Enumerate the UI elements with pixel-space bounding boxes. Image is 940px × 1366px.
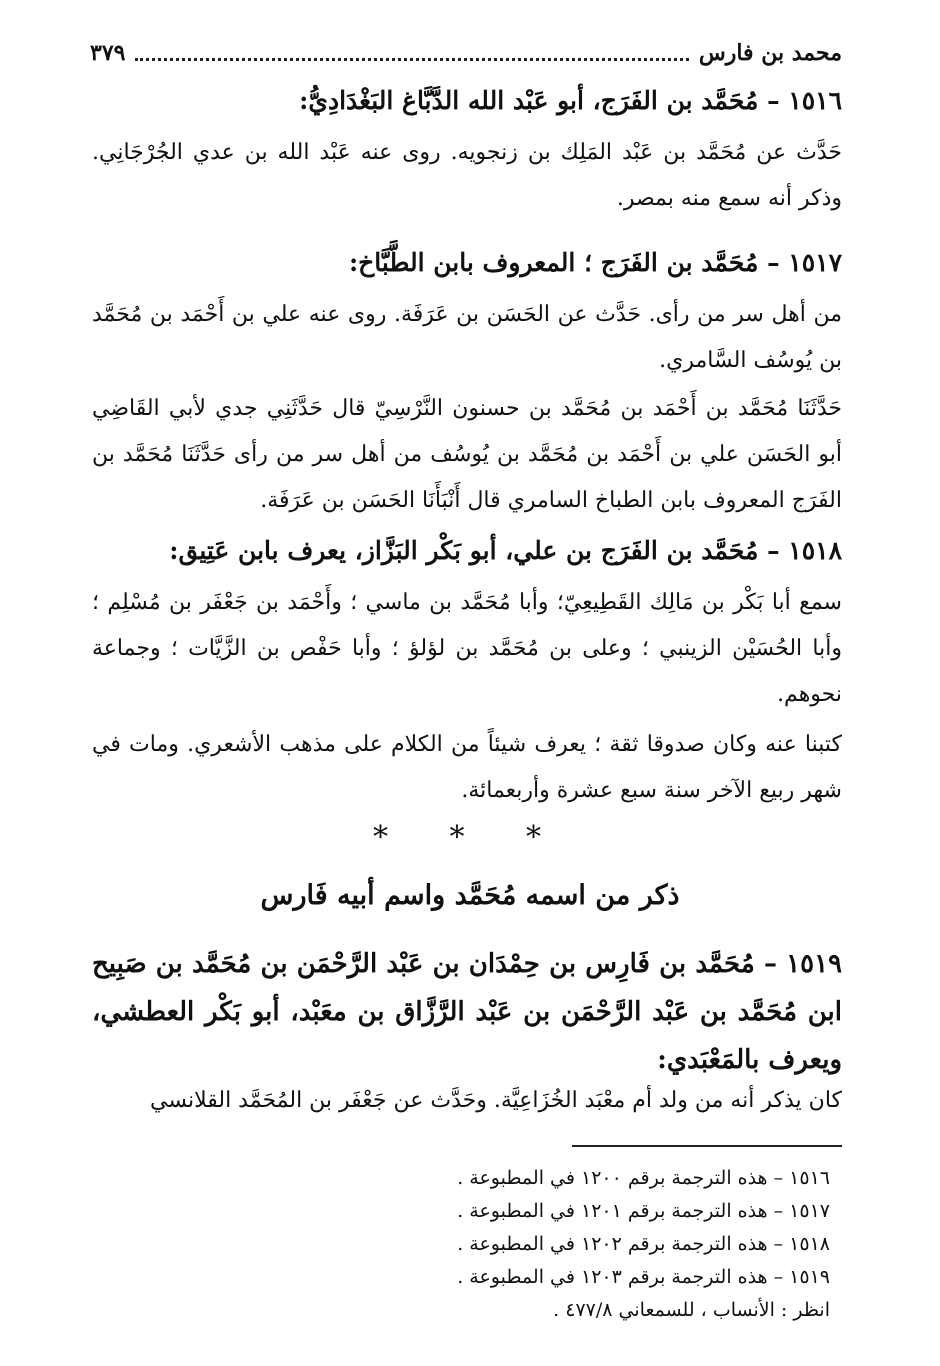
entry-paragraph-1519: كان يذكر أنه من ولد أم معْبَد الخُزَاعِيَّة. وحَدَّث عن جَعْفَر بن المُحَمَّد القلانسي [150,1088,842,1113]
page-number: ٣٧٩ [90,40,126,66]
footnotes [300,1162,830,1327]
footnote-1519: ١٥١٩ – هذه الترجمة برقم ١٢٠٣ في المطبوعة . [457,1266,830,1288]
header-dot-leader [135,46,688,61]
entry-paragraph-1516: حَدَّث عن مُحَمَّد بن عَبْد المَلِك بن زنجويه. روى عنه عَبْد الله بن عدي الجُرْجَانِي. وذكر أنه سمع منه بمصر. [92,140,842,211]
section-title: ذكر من اسمه مُحَمَّد واسم أبيه فَارس [260,880,680,911]
footnote-1518: ١٥١٨ – هذه الترجمة برقم ١٢٠٢ في المطبوعة . [457,1233,830,1255]
entry-paragraph-1517-b: حَدَّثَنَا مُحَمَّد بن أَحْمَد بن مُحَمَّد بن حسنون النَّرْسِيّ قال حَدَّثَنِي جدي لأبي القَاضِي أبو الحَسَن علي بن أَحْمَد بن مُحَمَّد بن يُوسُف من أهل سر من رأى حَدَّثَنَا مُحَمَّد بن الفَرَج المعروف بابن الطباخ السامري قال أَنْبَأَنَا الحَسَن بن عَرَفَة. [92,396,842,513]
entry-heading-1516: ١٥١٦ – مُحَمَّد بن الفَرَج، أبو عَبْد الله الدَّبَّاغ البَغْدَادِيُّ: [299,86,842,115]
footnote-rule [572,1145,842,1147]
footnote-1517: ١٥١٧ – هذه الترجمة برقم ١٢٠١ في المطبوعة . [457,1200,830,1222]
entry-heading-1518: ١٥١٨ – مُحَمَّد بن الفَرَج بن علي، أبو بَكْر البَزَّاز، يعرف بابن عَتِيق: [169,536,842,565]
entry-paragraph-1518-a: سمع أبا بَكْر بن مَالِك القَطِيعِيّ؛ وأبا مُحَمَّد بن ماسي ؛ وأَحْمَد بن جَعْفَر بن مُسْلِم ؛ وأبا الحُسَيْن الزينبي ؛ وعلى بن مُحَمَّد بن لؤلؤ ؛ وأبا حَفْص بن الزَّيَّات ؛ وجماعة نحوهم. [92,590,842,707]
entry-paragraph-1518-b: كتبنا عنه وكان صدوقا ثقة ؛ يعرف شيئاً من الكلام على مذهب الأشعري. ومات في شهر ربيع الآخر سنة سبع عشرة وأربعمائة. [92,732,842,803]
running-title: محمد بن فارس [698,40,842,66]
footnote-reference: انظر : الأنساب ، للسمعاني ٤٧٧/٨ . [553,1299,830,1321]
entry-heading-1519: ١٥١٩ – مُحَمَّد بن فَارِس بن حِمْدَان بن عَبْد الرَّحْمَن بن مُحَمَّد بن صَبِيح ابن مُحَمَّد بن عَبْد الرَّحْمَن بن عَبْد الرَّزَّاق بن معَبْد، أبو بَكْر العطشي، ويعرف بالمَعْبَدي: [92,949,843,1075]
page-header [90,36,842,70]
entry-paragraph-1517-a: من أهل سر من رأى. حَدَّث عن الحَسَن بن عَرَفَة. روى عنه علي بن أَحْمَد بن مُحَمَّد بن يُوسُف السَّامري. [92,302,842,373]
entry-heading-1517: ١٥١٧ – مُحَمَّد بن الفَرَج ؛ المعروف بابن الطَّبَّاخ: [348,248,842,277]
footnote-1516: ١٥١٦ – هذه الترجمة برقم ١٢٠٠ في المطبوعة . [457,1167,830,1189]
section-divider-stars: * * * [372,820,568,855]
